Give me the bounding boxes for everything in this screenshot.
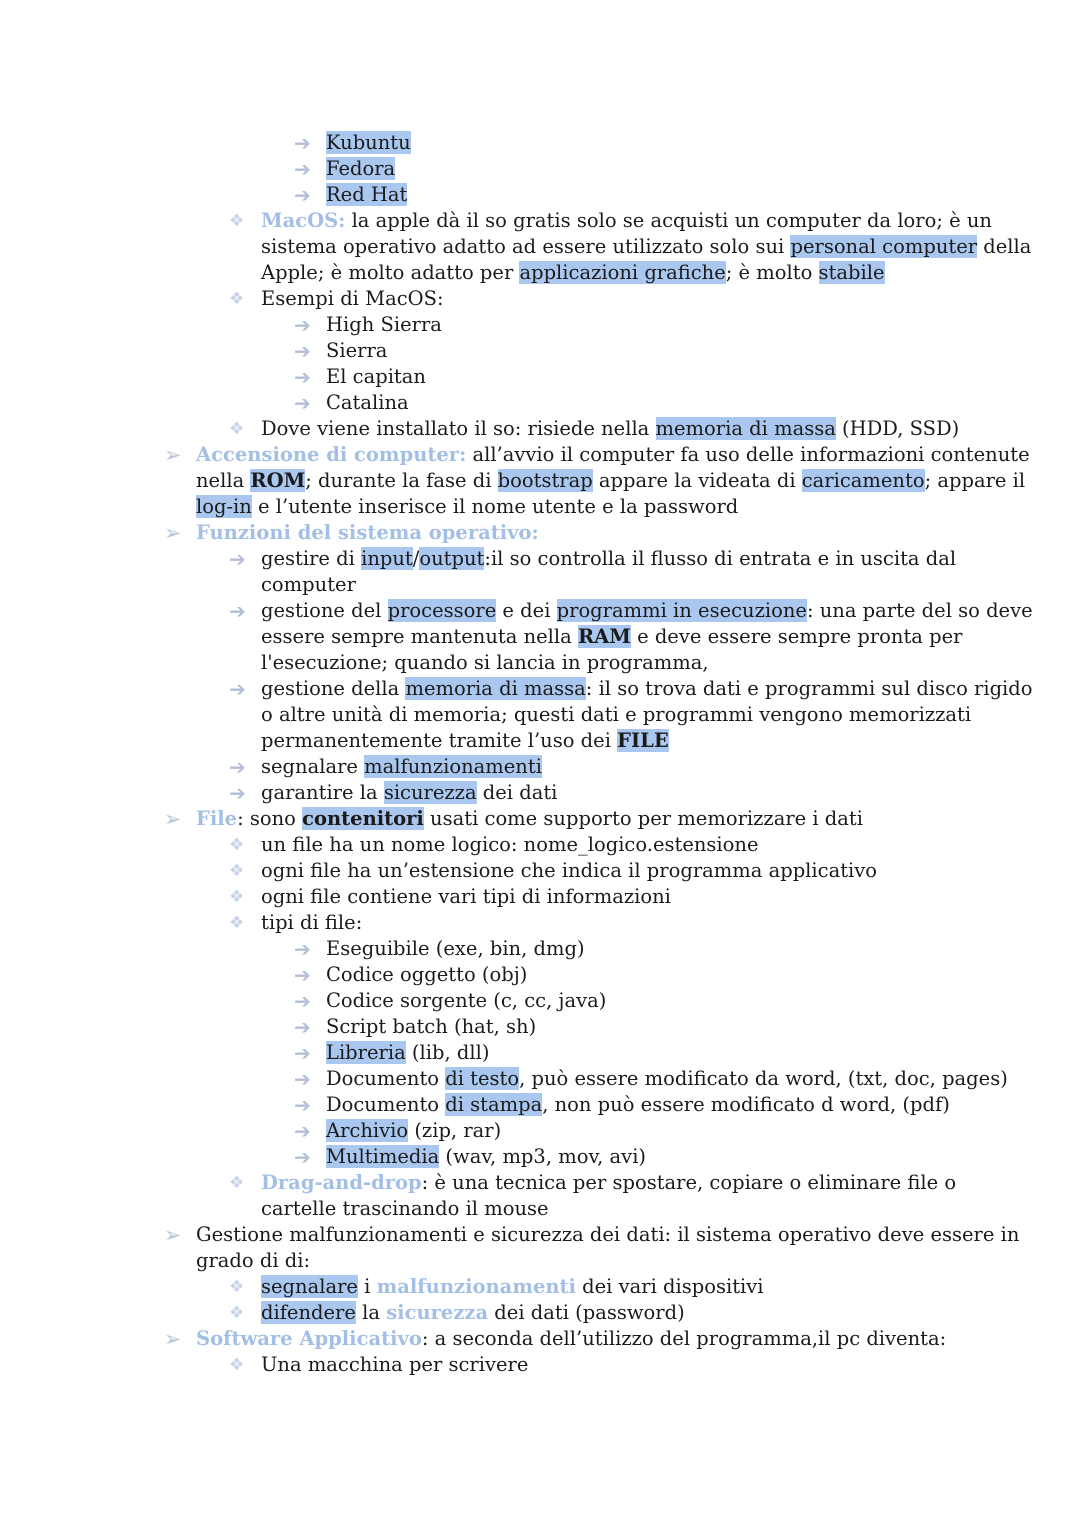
highlighted-text: personal computer bbox=[790, 235, 978, 258]
line-text bbox=[326, 182, 407, 208]
bullet-icon: ➔ bbox=[229, 781, 246, 805]
text-segment: la apple dà il so gratis solo se acquisti un computer da loro; è un bbox=[345, 209, 992, 232]
line-text bbox=[196, 468, 1025, 494]
text-segment: Documento bbox=[326, 1093, 446, 1116]
subtitle-text: sicurezza bbox=[386, 1301, 489, 1324]
highlighted-text: output bbox=[419, 547, 485, 570]
line-text bbox=[261, 910, 362, 936]
line-text bbox=[261, 676, 1033, 702]
bullet-icon: ➔ bbox=[294, 183, 311, 207]
bullet-icon: ➢ bbox=[164, 807, 182, 831]
highlighted-text: sicurezza bbox=[383, 781, 477, 804]
line-text bbox=[196, 494, 738, 520]
line-text bbox=[261, 286, 444, 312]
line-text bbox=[196, 520, 539, 546]
line-text bbox=[261, 858, 877, 884]
line-text bbox=[261, 260, 885, 286]
subtitle-text: MacOS: bbox=[261, 209, 346, 232]
text-segment: : una parte del so deve bbox=[806, 599, 1033, 622]
line-text bbox=[326, 156, 395, 182]
line-text bbox=[261, 884, 671, 910]
line-text bbox=[326, 312, 442, 338]
line-text bbox=[326, 988, 606, 1014]
text-segment: gestione del bbox=[261, 599, 388, 622]
line-text bbox=[261, 754, 542, 780]
text-segment: nella bbox=[196, 469, 251, 492]
highlighted-text: memoria di massa bbox=[405, 677, 586, 700]
line-text bbox=[196, 442, 1030, 468]
bullet-icon: ➔ bbox=[229, 755, 246, 779]
highlighted-text: ROM bbox=[250, 469, 306, 492]
line-text bbox=[326, 962, 527, 988]
line-text bbox=[261, 728, 669, 754]
bullet-icon: ➔ bbox=[229, 547, 246, 571]
line-text bbox=[326, 390, 409, 416]
line-text bbox=[261, 546, 956, 572]
highlighted-text: Libreria bbox=[326, 1041, 406, 1064]
bullet-icon: ❖ bbox=[229, 887, 245, 907]
bullet-icon: ❖ bbox=[229, 1303, 245, 1323]
text-segment: High Sierra bbox=[326, 313, 442, 336]
line-text bbox=[261, 650, 709, 676]
bullet-icon: ➔ bbox=[229, 599, 246, 623]
text-segment: ogni file ha un’estensione che indica il programma applicativo bbox=[261, 859, 878, 882]
line-text bbox=[326, 1066, 1008, 1092]
line-text bbox=[196, 1326, 946, 1352]
bullet-icon: ➔ bbox=[294, 157, 311, 181]
text-segment: ogni file contiene vari tipi di informazioni bbox=[261, 885, 671, 908]
highlighted-text: FILE bbox=[617, 729, 669, 752]
bullet-icon: ➔ bbox=[229, 677, 246, 701]
line-text bbox=[196, 806, 863, 832]
line-text bbox=[326, 1040, 489, 1066]
text-segment: usati come supporto per memorizzare i dati bbox=[423, 807, 863, 830]
highlighted-text: di testo bbox=[445, 1067, 520, 1090]
text-segment: i bbox=[357, 1275, 377, 1298]
bullet-icon: ❖ bbox=[229, 1355, 245, 1375]
text-segment: Codice oggetto (obj) bbox=[326, 963, 528, 986]
text-segment: Sierra bbox=[326, 339, 388, 362]
text-segment: garantire la bbox=[261, 781, 384, 804]
highlighted-text: applicazioni grafiche bbox=[519, 261, 726, 284]
bullet-icon: ➢ bbox=[164, 1223, 182, 1247]
text-segment: Esempi di MacOS: bbox=[261, 287, 444, 310]
highlighted-text: Archivio bbox=[326, 1119, 409, 1142]
highlighted-text: Red Hat bbox=[326, 183, 408, 206]
line-text bbox=[261, 624, 962, 650]
text-segment: tipi di file: bbox=[261, 911, 363, 934]
line-text bbox=[261, 1170, 956, 1196]
highlighted-text: processore bbox=[387, 599, 497, 622]
highlighted-text: segnalare bbox=[261, 1275, 358, 1298]
text-segment: : a seconda dell’utilizzo del programma,il pc diventa: bbox=[421, 1327, 947, 1350]
text-segment: dei dati (password) bbox=[488, 1301, 685, 1324]
bullet-icon: ➔ bbox=[294, 1067, 311, 1091]
highlighted-text: Kubuntu bbox=[326, 131, 411, 154]
text-segment: , può essere modificato da word, (txt, doc, pages) bbox=[519, 1067, 1008, 1090]
highlighted-text: RAM bbox=[577, 625, 631, 648]
line-text bbox=[326, 338, 387, 364]
bullet-icon: ➔ bbox=[294, 963, 311, 987]
text-segment: cartelle trascinando il mouse bbox=[261, 1197, 549, 1220]
highlighted-text: log-in bbox=[196, 495, 252, 518]
line-text bbox=[261, 1352, 528, 1378]
subtitle-text: Software Applicativo bbox=[196, 1327, 422, 1350]
text-segment: , non può essere modificato d word, (pdf) bbox=[542, 1093, 950, 1116]
highlighted-text: stabile bbox=[818, 261, 885, 284]
line-text bbox=[326, 936, 585, 962]
text-segment: permanentemente tramite l’uso dei bbox=[261, 729, 618, 752]
text-segment: e l’utente inserisce il nome utente e la password bbox=[251, 495, 739, 518]
text-segment: : è una tecnica per spostare, copiare o eliminare file o bbox=[421, 1171, 957, 1194]
text-segment: Documento bbox=[326, 1067, 446, 1090]
text-segment: / bbox=[412, 547, 420, 570]
bullet-icon: ❖ bbox=[229, 211, 245, 231]
highlighted-text: memoria di massa bbox=[655, 417, 836, 440]
line-text bbox=[326, 364, 426, 390]
text-segment: El capitan bbox=[326, 365, 426, 388]
bullet-icon: ❖ bbox=[229, 913, 245, 933]
line-text bbox=[261, 572, 356, 598]
highlighted-text: difendere bbox=[261, 1301, 356, 1324]
line-text bbox=[261, 234, 1031, 260]
bullet-icon: ❖ bbox=[229, 861, 245, 881]
line-text bbox=[261, 1274, 764, 1300]
line-text bbox=[326, 130, 411, 156]
text-segment: o altre unità di memoria; questi dati e programmi vengono memorizzati bbox=[261, 703, 972, 726]
line-text bbox=[326, 1014, 536, 1040]
line-text bbox=[326, 1092, 950, 1118]
highlighted-text: di stampa bbox=[445, 1093, 543, 1116]
text-segment: Eseguibile (exe, bin, dmg) bbox=[326, 937, 585, 960]
line-text bbox=[261, 780, 557, 806]
bullet-icon: ➔ bbox=[294, 131, 311, 155]
highlighted-text: programmi in esecuzione bbox=[556, 599, 807, 622]
bullet-icon: ➔ bbox=[294, 365, 311, 389]
text-segment: della bbox=[977, 235, 1032, 258]
highlighted-text: caricamento bbox=[801, 469, 925, 492]
text-segment: : sono bbox=[237, 807, 303, 830]
bullet-icon: ❖ bbox=[229, 419, 245, 439]
bullet-icon: ➔ bbox=[294, 1041, 311, 1065]
text-segment: dei vari dispositivi bbox=[575, 1275, 764, 1298]
line-text bbox=[261, 832, 759, 858]
line-text bbox=[261, 598, 1033, 624]
bullet-icon: ➔ bbox=[294, 1119, 311, 1143]
highlighted-text: Multimedia bbox=[326, 1145, 440, 1168]
bullet-icon: ➔ bbox=[294, 989, 311, 1013]
text-segment: ; appare il bbox=[924, 469, 1026, 492]
line-text bbox=[326, 1144, 646, 1170]
text-segment: gestione della bbox=[261, 677, 406, 700]
subtitle-text: File bbox=[196, 807, 238, 830]
bullet-icon: ➔ bbox=[294, 1145, 311, 1169]
text-segment: (wav, mp3, mov, avi) bbox=[439, 1145, 647, 1168]
text-segment: dei dati bbox=[476, 781, 558, 804]
text-segment: Catalina bbox=[326, 391, 409, 414]
text-segment: (HDD, SSD) bbox=[835, 417, 960, 440]
bullet-icon: ➢ bbox=[164, 521, 182, 545]
bullet-icon: ❖ bbox=[229, 835, 245, 855]
highlighted-text: malfunzionamenti bbox=[364, 755, 542, 778]
highlighted-text: bootstrap bbox=[497, 469, 593, 492]
text-segment: (lib, dll) bbox=[405, 1041, 490, 1064]
line-text bbox=[261, 208, 992, 234]
bullet-icon: ❖ bbox=[229, 289, 245, 309]
text-segment: un file ha un nome logico: nome_logico.estensione bbox=[261, 833, 759, 856]
bullet-icon: ➔ bbox=[294, 937, 311, 961]
text-segment: Una macchina per scrivere bbox=[261, 1353, 529, 1376]
line-text bbox=[261, 702, 971, 728]
subtitle-text: Funzioni del sistema operativo: bbox=[196, 521, 539, 544]
text-segment: sistema operativo adatto ad essere utilizzato solo sui bbox=[261, 235, 791, 258]
bullet-icon: ➔ bbox=[294, 1015, 311, 1039]
text-segment: computer bbox=[261, 573, 356, 596]
text-segment: : il so trova dati e programmi sul disco rigido bbox=[585, 677, 1033, 700]
text-segment: (zip, rar) bbox=[408, 1119, 502, 1142]
line-text bbox=[326, 1118, 501, 1144]
bullet-icon: ➢ bbox=[164, 1327, 182, 1351]
text-segment: segnalare bbox=[261, 755, 365, 778]
highlighted-text: contenitori bbox=[302, 807, 424, 830]
bullet-icon: ➔ bbox=[294, 1093, 311, 1117]
line-text bbox=[261, 1300, 685, 1326]
text-segment: essere sempre mantenuta nella bbox=[261, 625, 578, 648]
subtitle-text: malfunzionamenti bbox=[376, 1275, 576, 1298]
highlighted-text: input bbox=[361, 547, 413, 570]
line-text bbox=[196, 1222, 1019, 1248]
bullet-icon: ➔ bbox=[294, 313, 311, 337]
text-segment: la bbox=[355, 1301, 387, 1324]
text-segment: Codice sorgente (c, cc, java) bbox=[326, 989, 607, 1012]
bullet-icon: ➔ bbox=[294, 391, 311, 415]
text-segment: e deve essere sempre pronta per bbox=[630, 625, 963, 648]
text-segment: Script batch (hat, sh) bbox=[326, 1015, 537, 1038]
highlighted-text: Fedora bbox=[326, 157, 396, 180]
text-segment: l'esecuzione; quando si lancia in programma, bbox=[261, 651, 709, 674]
text-segment: Dove viene installato il so: risiede nella bbox=[261, 417, 656, 440]
text-segment: all’avvio il computer fa uso delle informazioni contenute bbox=[466, 443, 1030, 466]
bullet-icon: ➢ bbox=[164, 443, 182, 467]
text-segment: ; durante la fase di bbox=[305, 469, 498, 492]
text-segment: appare la videata di bbox=[592, 469, 802, 492]
text-segment: :il so controlla il flusso di entrata e in uscita dal bbox=[484, 547, 957, 570]
text-segment: grado di di: bbox=[196, 1249, 311, 1272]
text-segment: e dei bbox=[496, 599, 557, 622]
subtitle-text: Drag-and-drop bbox=[261, 1171, 422, 1194]
bullet-icon: ➔ bbox=[294, 339, 311, 363]
text-segment: Gestione malfunzionamenti e sicurezza dei dati: il sistema operativo deve essere in bbox=[196, 1223, 1020, 1246]
text-segment: ; è molto bbox=[725, 261, 819, 284]
line-text bbox=[261, 416, 959, 442]
bullet-icon: ❖ bbox=[229, 1173, 245, 1193]
line-text bbox=[261, 1196, 549, 1222]
bullet-icon: ❖ bbox=[229, 1277, 245, 1297]
line-text bbox=[196, 1248, 310, 1274]
subtitle-text: Accensione di computer: bbox=[196, 443, 467, 466]
text-segment: Apple; è molto adatto per bbox=[261, 261, 520, 284]
text-segment: gestire di bbox=[261, 547, 362, 570]
